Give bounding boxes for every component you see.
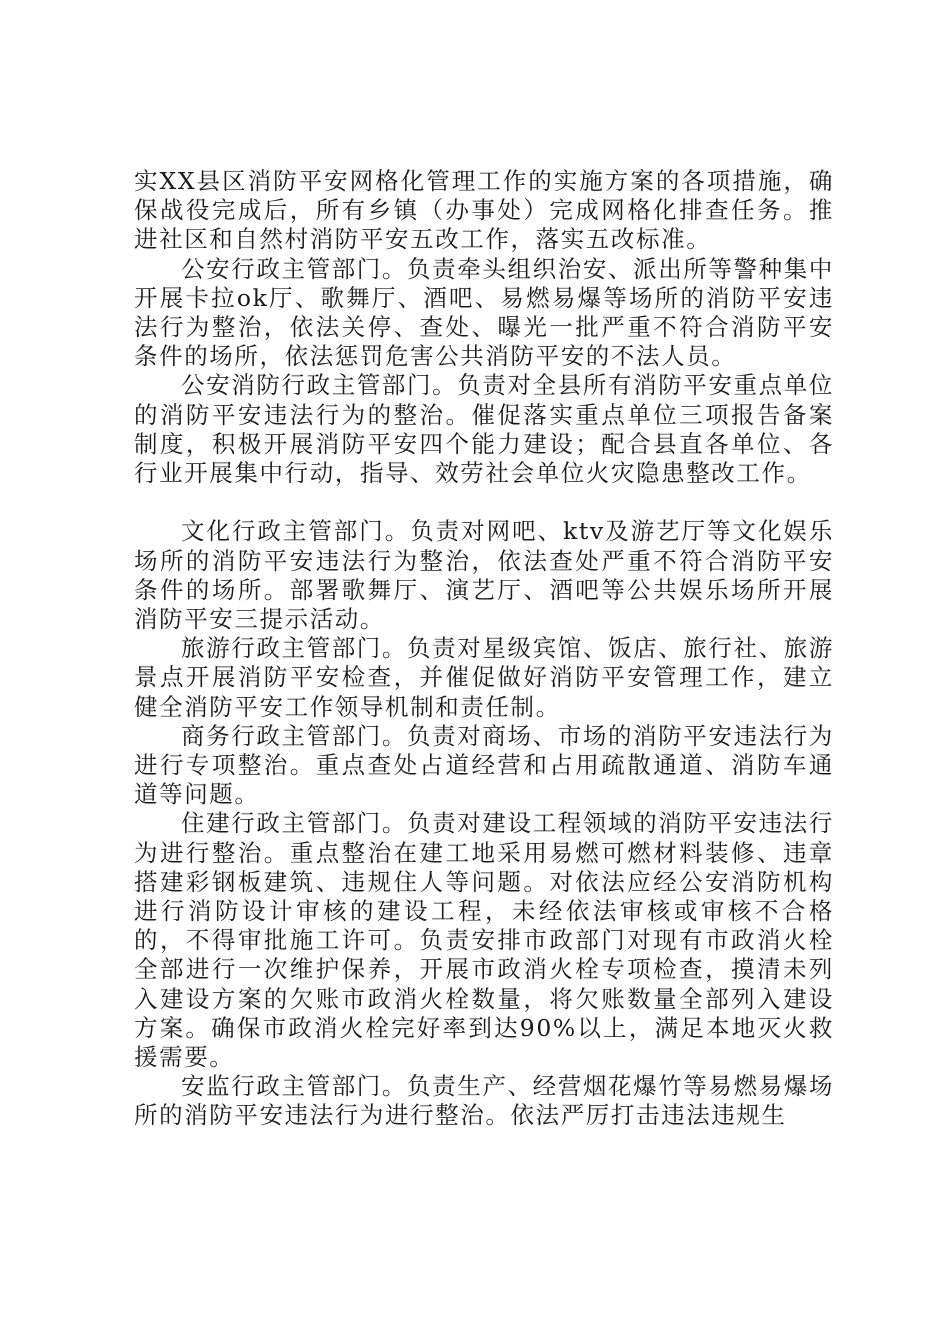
paragraph-safety-supervision: 安监行政主管部门。负责生产、经营烟花爆竹等易燃易爆场所的消防平安违法行为进行整治。依法严厉打击违法违规生 <box>134 1072 834 1130</box>
paragraph-culture: 文化行政主管部门。负责对网吧、ktv及游艺厅等文化娱乐场所的消防平安违法行为整治，依法查处严重不符合消防平安条件的场所。部署歌舞厅、演艺厅、酒吧等公共娱乐场所开展消防平安三提示活动。 <box>134 517 834 634</box>
paragraph-housing-construction: 住建行政主管部门。负责对建设工程领域的消防平安违法行为进行整治。重点整治在建工地采用易燃可燃材料装修、违章搭建彩钢板建筑、违规住人等问题。对依法应经公安消防机构进行消防设计审核的建设工程，未经依法审核或审核不合格的，不得审批施工许可。负责安排市政部门对现有市政消火栓全部进行一次维护保养，开展市政消火栓专项检查，摸清未列入建设方案的欠账市政消火栓数量，将欠账数量全部列入建设方案。确保市政消火栓完好率到达90%以上，满足本地灭火救援需要。 <box>134 809 834 1072</box>
paragraph-fire-department: 公安消防行政主管部门。负责对全县所有消防平安重点单位的消防平安违法行为的整治。催促落实重点单位三项报告备案制度，积极开展消防平安四个能力建设；配合县直各单位、各行业开展集中行动，指导、效劳社会单位火灾隐患整改工作。 <box>134 371 834 488</box>
document-body <box>134 167 834 1131</box>
paragraph-tourism: 旅游行政主管部门。负责对星级宾馆、饭店、旅行社、旅游景点开展消防平安检查，并催促做好消防平安管理工作，建立健全消防平安工作领导机制和责任制。 <box>134 634 834 721</box>
paragraph-continuation: 实XX县区消防平安网格化管理工作的实施方案的各项措施，确保战役完成后，所有乡镇（办事处）完成网格化排查任务。推进社区和自然村消防平安五改工作，落实五改标准。 <box>134 167 834 254</box>
paragraph-commerce: 商务行政主管部门。负责对商场、市场的消防平安违法行为进行专项整治。重点查处占道经营和占用疏散通道、消防车通道等问题。 <box>134 721 834 809</box>
paragraph-public-security: 公安行政主管部门。负责牵头组织治安、派出所等警种集中开展卡拉ok厅、歌舞厅、酒吧、易燃易爆等场所的消防平安违法行为整治，依法关停、查处、曝光一批严重不符合消防平安条件的场所，依法惩罚危害公共消防平安的不法人员。 <box>134 254 834 371</box>
